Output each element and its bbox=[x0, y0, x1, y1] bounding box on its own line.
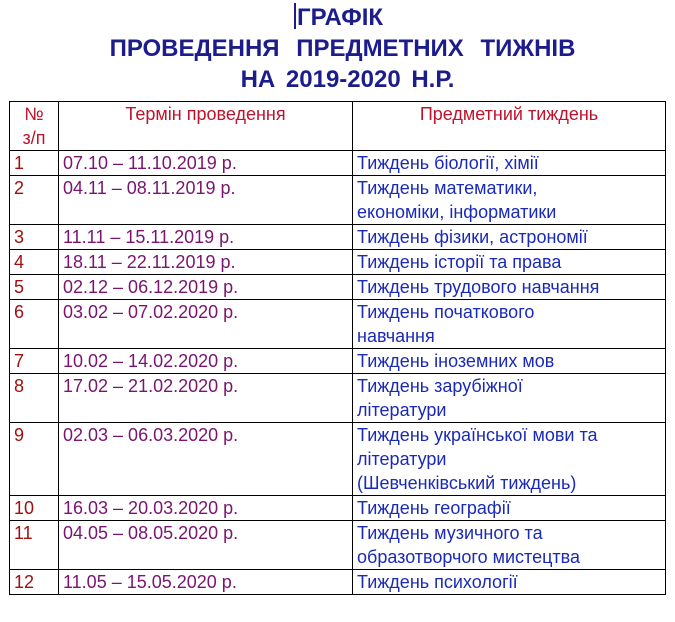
week-line: літератури bbox=[357, 400, 447, 420]
row-subject-week bbox=[353, 300, 666, 349]
table-row bbox=[10, 300, 666, 349]
header-number bbox=[10, 102, 59, 151]
text-cursor bbox=[294, 3, 296, 29]
row-number: 2 bbox=[10, 176, 59, 225]
week-line: Тиждень математики, bbox=[357, 178, 538, 198]
table-row bbox=[10, 176, 666, 225]
week-line: економіки, інформатики bbox=[357, 202, 557, 222]
row-period: 04.11 – 08.11.2019 р. bbox=[59, 176, 353, 225]
week-line: образотворчого мистецтва bbox=[357, 547, 581, 567]
header-number-abbr: з/п bbox=[22, 128, 46, 148]
week-line: Тиждень української мови та bbox=[357, 425, 598, 445]
table-row bbox=[10, 374, 666, 423]
row-subject-week: Тиждень фізики, астрономії bbox=[353, 225, 666, 250]
row-number: 6 bbox=[10, 300, 59, 349]
row-period: 10.02 – 14.02.2020 р. bbox=[59, 349, 353, 374]
table-body bbox=[10, 151, 666, 595]
row-subject-week bbox=[353, 374, 666, 423]
table-header-row bbox=[10, 102, 666, 151]
week-line: Тиждень музичного та bbox=[357, 523, 543, 543]
header-number-symbol: № bbox=[24, 104, 44, 124]
heading-title: ГРАФІК bbox=[296, 4, 384, 31]
row-period: 02.12 – 06.12.2019 р. bbox=[59, 275, 353, 300]
row-number: 12 bbox=[10, 570, 59, 595]
row-period: 04.05 – 08.05.2020 р. bbox=[59, 521, 353, 570]
heading-line-1 bbox=[1, 2, 675, 33]
row-subject-week bbox=[353, 176, 666, 225]
week-line: Тиждень зарубіжної bbox=[357, 376, 523, 396]
row-subject-week bbox=[353, 521, 666, 570]
table-row bbox=[10, 496, 666, 521]
table-row bbox=[10, 275, 666, 300]
row-number: 4 bbox=[10, 250, 59, 275]
row-period: 11.11 – 15.11.2019 р. bbox=[59, 225, 353, 250]
row-number: 11 bbox=[10, 521, 59, 570]
table-row bbox=[10, 151, 666, 176]
table-row bbox=[10, 225, 666, 250]
row-subject-week: Тиждень історії та права bbox=[353, 250, 666, 275]
row-period: 17.02 – 21.02.2020 р. bbox=[59, 374, 353, 423]
row-number: 8 bbox=[10, 374, 59, 423]
table-row bbox=[10, 349, 666, 374]
row-period: 16.03 – 20.03.2020 р. bbox=[59, 496, 353, 521]
table-row bbox=[10, 570, 666, 595]
row-period: 07.10 – 11.10.2019 р. bbox=[59, 151, 353, 176]
table-row bbox=[10, 250, 666, 275]
row-period: 18.11 – 22.11.2019 р. bbox=[59, 250, 353, 275]
row-subject-week: Тиждень іноземних мов bbox=[353, 349, 666, 374]
row-subject-week: Тиждень географії bbox=[353, 496, 666, 521]
row-period: 11.05 – 15.05.2020 р. bbox=[59, 570, 353, 595]
row-subject-week bbox=[353, 423, 666, 496]
row-number: 3 bbox=[10, 225, 59, 250]
schedule-table bbox=[9, 101, 666, 595]
row-number: 9 bbox=[10, 423, 59, 496]
table-row bbox=[10, 521, 666, 570]
row-subject-week: Тиждень трудового навчання bbox=[353, 275, 666, 300]
row-number: 7 bbox=[10, 349, 59, 374]
week-line: Тиждень початкового bbox=[357, 302, 535, 322]
row-number: 5 bbox=[10, 275, 59, 300]
heading-line-2: ПРОВЕДЕННЯ ПРЕДМЕТНИХ ТИЖНІВ bbox=[109, 35, 576, 62]
row-subject-week: Тиждень психології bbox=[353, 570, 666, 595]
document-heading bbox=[0, 2, 675, 95]
row-number: 1 bbox=[10, 151, 59, 176]
header-period: Термін проведення bbox=[59, 102, 353, 151]
row-period: 03.02 – 07.02.2020 р. bbox=[59, 300, 353, 349]
row-subject-week: Тиждень біології, хімії bbox=[353, 151, 666, 176]
table-row bbox=[10, 423, 666, 496]
week-line: літератури bbox=[357, 449, 447, 469]
row-period: 02.03 – 06.03.2020 р. bbox=[59, 423, 353, 496]
header-week: Предметний тиждень bbox=[353, 102, 666, 151]
row-number: 10 bbox=[10, 496, 59, 521]
week-line: (Шевченківський тиждень) bbox=[357, 473, 577, 493]
heading-line-3: НА 2019-2020 Н.Р. bbox=[240, 66, 455, 93]
week-line: навчання bbox=[357, 326, 435, 346]
